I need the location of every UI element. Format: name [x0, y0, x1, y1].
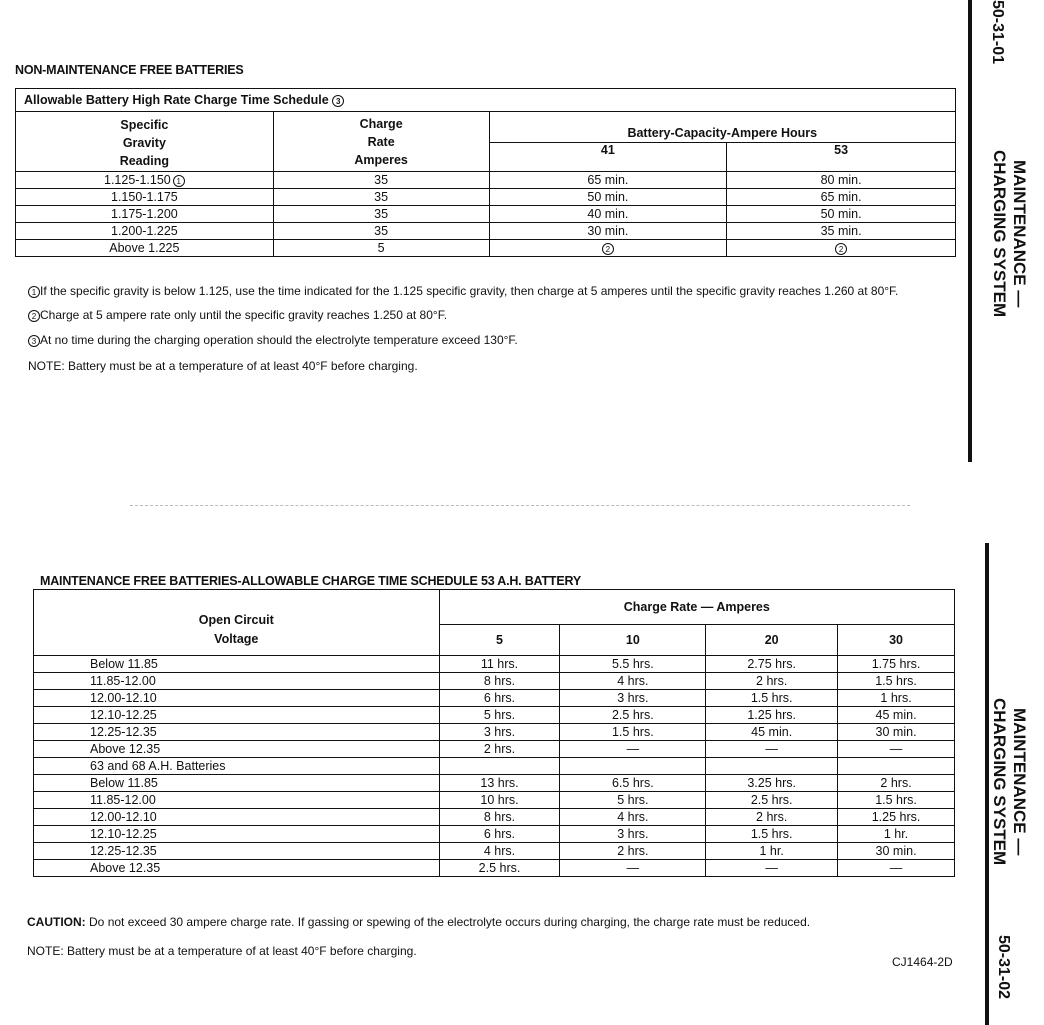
cell-rate-5: 11 hrs.	[439, 656, 560, 673]
cell-charge-rate-text: 5	[377, 241, 385, 255]
cell-charge-rate	[273, 240, 489, 257]
cell-cap-41	[489, 172, 727, 189]
page-number-bottom: 50-31-02	[995, 935, 1012, 1000]
margin-rule-bottom	[985, 543, 989, 1025]
cell-rate-10: 3 hrs.	[560, 690, 706, 707]
header-specific-gravity	[16, 112, 274, 172]
footnote-3	[28, 333, 518, 347]
table1-caption-text: Allowable Battery High Rate Charge Time Schedule	[24, 93, 329, 107]
header-rate-line1: Charge	[359, 116, 403, 131]
header-rate-30: 30	[838, 625, 955, 656]
table-row	[16, 240, 956, 257]
cell-rate-20: 1.5 hrs.	[706, 690, 838, 707]
section1-note: NOTE: Battery must be at a temperature of at least 40°F before charging.	[28, 359, 418, 373]
cell-voltage: 11.85-12.00	[34, 792, 440, 809]
table-row	[34, 860, 955, 877]
cell-cap-53	[727, 172, 956, 189]
cell-cap-41-text: 30 min.	[587, 224, 629, 238]
cell-specific-gravity-text: 1.175-1.200	[111, 207, 178, 221]
cell-specific-gravity	[16, 206, 274, 223]
cell-rate-30: 1.75 hrs.	[838, 656, 955, 673]
cell-rate-10: 5.5 hrs.	[560, 656, 706, 673]
header-sg-line1: Specific	[120, 117, 169, 132]
cell-rate-5: 5 hrs.	[439, 707, 560, 724]
header-open-circuit-voltage	[34, 590, 440, 656]
side-title-top-line1: MAINTENANCE —	[1010, 160, 1029, 308]
cell-rate-5: 10 hrs.	[439, 792, 560, 809]
cell-cap-53	[727, 240, 956, 257]
cell-rate-5: 6 hrs.	[439, 690, 560, 707]
cell-rate-5: 3 hrs.	[439, 724, 560, 741]
side-title-bottom-line2: CHARGING SYSTEM	[990, 698, 1009, 866]
cell-rate-20: —	[706, 741, 838, 758]
cell-rate-10: 6.5 hrs.	[560, 775, 706, 792]
cell-rate-20: 2.5 hrs.	[706, 792, 838, 809]
cell-rate-30: —	[838, 860, 955, 877]
cell-charge-rate-text: 35	[374, 190, 389, 204]
cell-rate-5: 4 hrs.	[439, 843, 560, 860]
cell-rate-30: 1 hr.	[838, 826, 955, 843]
cell-cap-53	[727, 206, 956, 223]
cell-cap-53-text: 65 min.	[820, 190, 862, 204]
cell-cap-41	[489, 223, 727, 240]
footnote-1-icon: 1	[28, 286, 40, 298]
cell-rate-5: 8 hrs.	[439, 809, 560, 826]
cell-specific-gravity-text: Above 1.225	[109, 241, 180, 255]
table-row	[34, 758, 955, 775]
header-voltage-line2: Voltage	[214, 631, 259, 646]
header-charge-rate	[273, 112, 489, 172]
cell-voltage: Below 11.85	[34, 775, 440, 792]
footnote-1-text: If the specific gravity is below 1.125, use the time indicated for the 1.125 specific gravity, then charge at 5 amperes until the specific gravity reaches 1.260 at 80°F.	[40, 284, 899, 298]
cell-rate-30: 30 min.	[838, 843, 955, 860]
table-row	[16, 223, 956, 240]
footnote-1	[28, 284, 898, 298]
header-charge-rate-amperes: Charge Rate — Amperes	[439, 590, 954, 625]
cell-rate-10: —	[560, 741, 706, 758]
footnote-ref-icon: 2	[602, 243, 614, 255]
cell-specific-gravity	[16, 240, 274, 257]
header-cap-53: 53	[727, 143, 956, 172]
table-row	[16, 189, 956, 206]
cell-rate-5: 2 hrs.	[439, 741, 560, 758]
header-sg-line3: Reading	[119, 153, 170, 168]
cell-cap-53	[727, 223, 956, 240]
cell-cap-41-text: 50 min.	[587, 190, 629, 204]
header-sg-line2: Gravity	[122, 135, 166, 150]
footnote-2-icon: 2	[28, 310, 40, 322]
cell-cap-41-text: 40 min.	[587, 207, 629, 221]
cell-rate-30: 45 min.	[838, 707, 955, 724]
cell-rate-20: —	[706, 860, 838, 877]
header-rate-20: 20	[706, 625, 838, 656]
cell-rate-20: 1 hr.	[706, 843, 838, 860]
cell-charge-rate	[273, 189, 489, 206]
section1-heading: NON-MAINTENANCE FREE BATTERIES	[15, 63, 244, 77]
cell-rate-20: 1.5 hrs.	[706, 826, 838, 843]
cell-rate-20: 1.25 hrs.	[706, 707, 838, 724]
cell-charge-rate	[273, 206, 489, 223]
header-rate-5: 5	[439, 625, 560, 656]
header-rate-10: 10	[560, 625, 706, 656]
caution-label: CAUTION:	[27, 915, 86, 929]
caution-note	[27, 915, 810, 929]
cell-voltage: 12.00-12.10	[34, 690, 440, 707]
cell-voltage: 12.00-12.10	[34, 809, 440, 826]
cell-rate-10: 5 hrs.	[560, 792, 706, 809]
cell-rate-20: 2 hrs.	[706, 673, 838, 690]
page-divider	[130, 505, 910, 506]
margin-rule-top	[968, 0, 972, 462]
cell-cap-41	[489, 189, 727, 206]
cell-rate-5: 6 hrs.	[439, 826, 560, 843]
side-title-top-line2: CHARGING SYSTEM	[990, 150, 1009, 318]
cell-voltage: Above 12.35	[34, 860, 440, 877]
table-row	[34, 724, 955, 741]
charge-time-table-1	[15, 88, 957, 277]
cell-rate-30: 30 min.	[838, 724, 955, 741]
table-row	[34, 707, 955, 724]
table-row	[34, 809, 955, 826]
cell-rate-20: 2.75 hrs.	[706, 656, 838, 673]
table-row	[34, 792, 955, 809]
cell-rate-5: 2.5 hrs.	[439, 860, 560, 877]
cell-voltage: Above 12.35	[34, 741, 440, 758]
cell-specific-gravity-text: 1.150-1.175	[111, 190, 178, 204]
cell-cap-41	[489, 240, 727, 257]
cell-charge-rate	[273, 172, 489, 189]
cell-rate-30: —	[838, 741, 955, 758]
cell-rate-30: 2 hrs.	[838, 775, 955, 792]
table-row	[34, 843, 955, 860]
footnote-ref-icon: 3	[332, 95, 344, 107]
cell-voltage: 63 and 68 A.H. Batteries	[34, 758, 440, 775]
table-row	[34, 826, 955, 843]
cell-rate-20	[706, 758, 838, 775]
cell-voltage: 12.10-12.25	[34, 826, 440, 843]
header-voltage-line1: Open Circuit	[198, 612, 274, 627]
cell-specific-gravity	[16, 189, 274, 206]
table-row	[34, 690, 955, 707]
cell-rate-10: 4 hrs.	[560, 809, 706, 826]
section2-note: NOTE: Battery must be at a temperature of at least 40°F before charging.	[27, 944, 417, 958]
header-rate-line2: Rate	[367, 134, 395, 149]
cell-voltage: 12.25-12.35	[34, 724, 440, 741]
cell-rate-30: 1.5 hrs.	[838, 792, 955, 809]
cell-voltage: 11.85-12.00	[34, 673, 440, 690]
cell-cap-53-text: 35 min.	[820, 224, 862, 238]
footnote-2	[28, 308, 447, 322]
table-row	[16, 172, 956, 189]
cell-rate-5: 13 hrs.	[439, 775, 560, 792]
cell-rate-10: 2 hrs.	[560, 843, 706, 860]
cell-charge-rate-text: 35	[374, 224, 389, 238]
cell-rate-20: 3.25 hrs.	[706, 775, 838, 792]
cell-specific-gravity	[16, 172, 274, 189]
section2-heading: MAINTENANCE FREE BATTERIES-ALLOWABLE CHARGE TIME SCHEDULE 53 A.H. BATTERY	[40, 574, 581, 588]
cell-cap-41	[489, 206, 727, 223]
cell-rate-10: —	[560, 860, 706, 877]
header-rate-line3: Amperes	[354, 152, 408, 167]
cell-cap-53	[727, 189, 956, 206]
cell-voltage: 12.10-12.25	[34, 707, 440, 724]
footnote-ref-icon: 2	[835, 243, 847, 255]
cell-rate-30: 1 hrs.	[838, 690, 955, 707]
cell-rate-10: 3 hrs.	[560, 826, 706, 843]
footnote-3-icon: 3	[28, 335, 40, 347]
cell-rate-5: 8 hrs.	[439, 673, 560, 690]
table-row	[16, 206, 956, 223]
cell-rate-10	[560, 758, 706, 775]
header-cap-41: 41	[489, 143, 727, 172]
side-title-bottom-line1: MAINTENANCE —	[1010, 708, 1029, 856]
table1-caption	[16, 89, 956, 112]
footnote-2-text: Charge at 5 ampere rate only until the specific gravity reaches 1.250 at 80°F.	[40, 308, 448, 322]
cell-rate-30: 1.5 hrs.	[838, 673, 955, 690]
figure-code: CJ1464-2D	[892, 955, 953, 969]
cell-voltage: Below 11.85	[34, 656, 440, 673]
cell-specific-gravity-text: 1.200-1.225	[111, 224, 178, 238]
table-row	[34, 673, 955, 690]
cell-charge-rate-text: 35	[374, 207, 389, 221]
cell-rate-30	[838, 758, 955, 775]
cell-rate-20: 2 hrs.	[706, 809, 838, 826]
cell-cap-53-text: 80 min.	[820, 173, 862, 187]
footnote-ref-icon: 1	[173, 175, 185, 187]
cell-cap-53-text: 50 min.	[820, 207, 862, 221]
table-row	[34, 656, 955, 673]
cell-rate-10: 2.5 hrs.	[560, 707, 706, 724]
cell-rate-5	[439, 758, 560, 775]
cell-rate-30: 1.25 hrs.	[838, 809, 955, 826]
cell-specific-gravity-text: 1.125-1.150	[104, 173, 171, 187]
cell-charge-rate	[273, 223, 489, 240]
cell-voltage: 12.25-12.35	[34, 843, 440, 860]
cell-charge-rate-text: 35	[374, 173, 389, 187]
cell-rate-10: 4 hrs.	[560, 673, 706, 690]
header-battery-capacity: Battery-Capacity-Ampere Hours	[489, 112, 955, 143]
page-number-top: 50-31-01	[989, 0, 1006, 65]
caution-text: Do not exceed 30 ampere charge rate. If gassing or spewing of the electrolyte occurs during charging, the charge rate must be reduced.	[89, 915, 811, 929]
table-row	[34, 741, 955, 758]
footnote-3-text: At no time during the charging operation should the electrolyte temperature exceed 130°F.	[40, 333, 518, 347]
cell-rate-10: 1.5 hrs.	[560, 724, 706, 741]
cell-cap-41-text: 65 min.	[587, 173, 629, 187]
cell-specific-gravity	[16, 223, 274, 240]
cell-rate-20: 45 min.	[706, 724, 838, 741]
table-row	[34, 775, 955, 792]
charge-time-table-2	[33, 589, 955, 877]
